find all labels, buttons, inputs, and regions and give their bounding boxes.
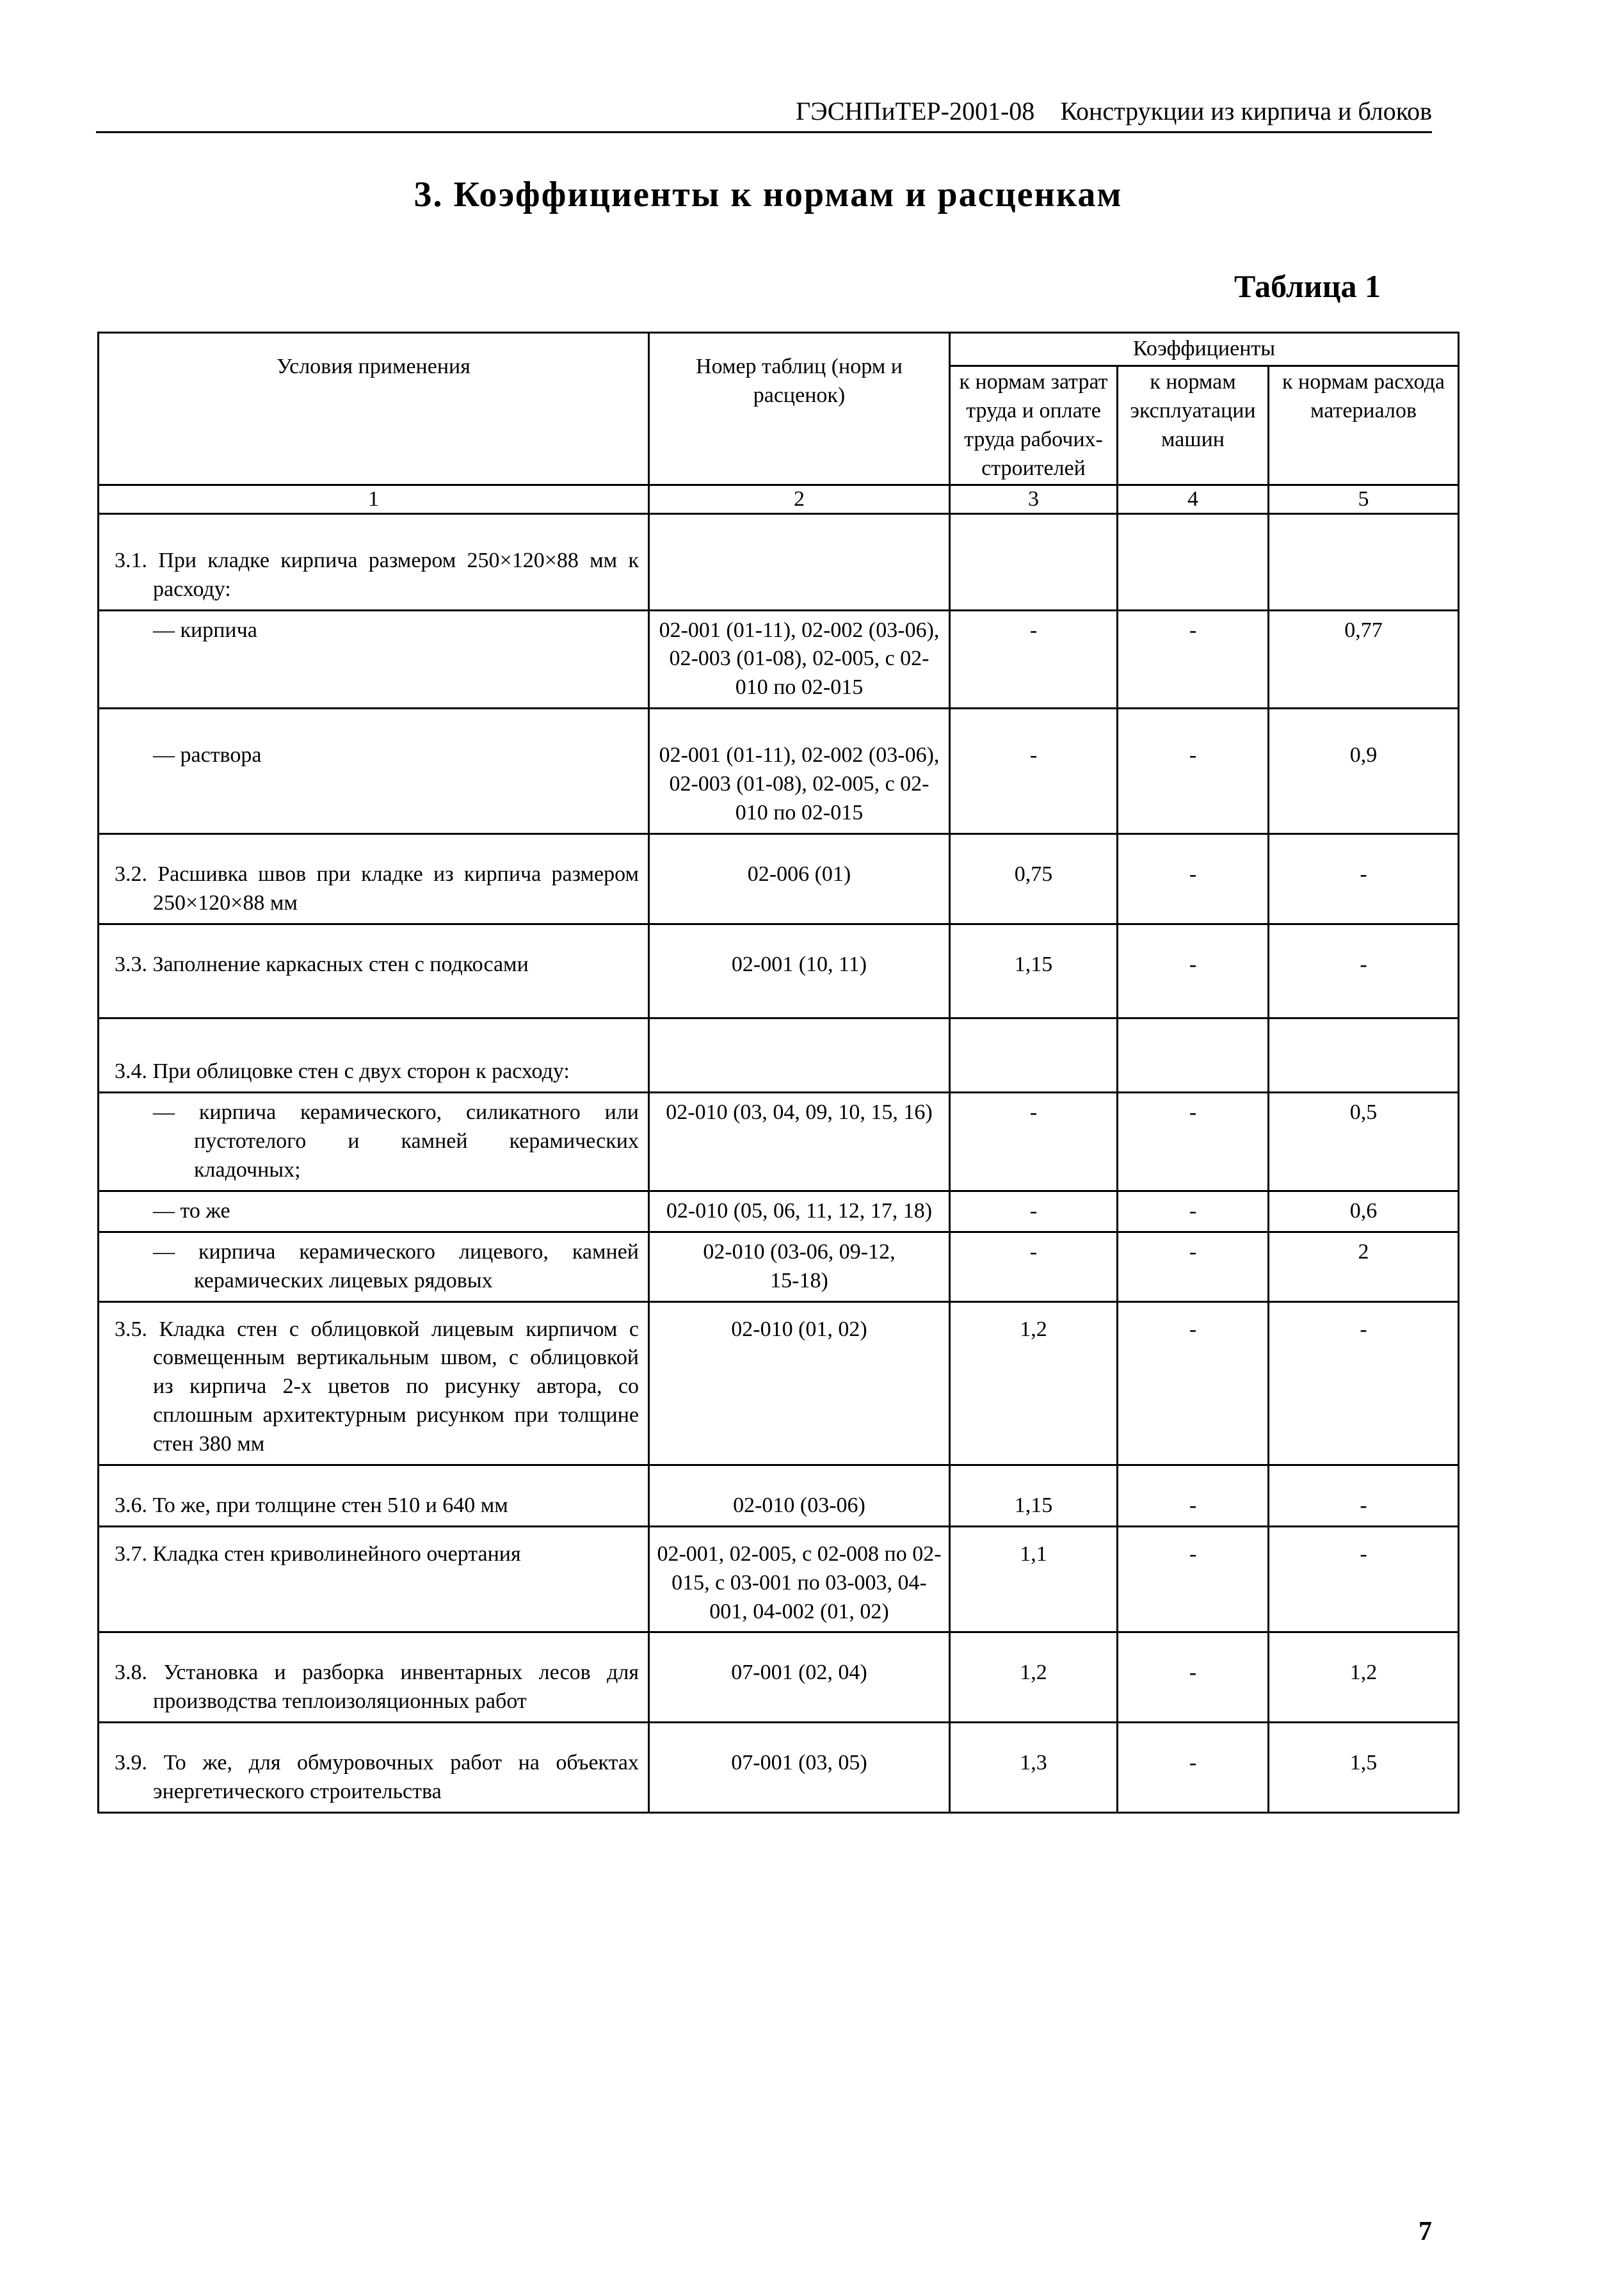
row-table-number: 02-010 (05, 06, 11, 12, 17, 18) — [649, 1191, 950, 1232]
row-table-number: 02-001, 02-005, с 02-008 по 02-015, с 03-001 по 03-003, 04-001, 04-002 (01, 02) — [649, 1526, 950, 1632]
row-table-number: 02-001 (01-11), 02-002 (03-06), 02-003 (01-08), 02-005, с 02-010 по 02-015 — [649, 610, 950, 709]
row-labor: 1,15 — [950, 1465, 1118, 1526]
row-condition: — кирпича — [99, 610, 649, 709]
row-table-number — [649, 513, 950, 610]
table-row — [99, 1632, 1459, 1723]
row-condition: — раствора — [99, 709, 649, 834]
column-number: 1 — [99, 485, 649, 513]
table-row — [99, 924, 1459, 1018]
row-condition: 3.6. То же, при толщине стен 510 и 640 мм — [99, 1465, 649, 1526]
row-materials: 1,2 — [1269, 1632, 1459, 1723]
row-labor: 1,2 — [950, 1632, 1118, 1723]
row-table-number: 02-010 (01, 02) — [649, 1301, 950, 1465]
page-number: 7 — [1419, 2217, 1432, 2246]
row-machines: - — [1118, 1301, 1269, 1465]
row-labor: - — [950, 1191, 1118, 1232]
header-materials: к нормам расхода материалов — [1269, 366, 1459, 485]
row-condition: 3.7. Кладка стен криволинейного очертания — [99, 1526, 649, 1632]
row-condition: 3.3. Заполнение каркасных стен с подкосами — [99, 924, 649, 1018]
row-table-number: 02-001 (10, 11) — [649, 924, 950, 1018]
row-machines: - — [1118, 1526, 1269, 1632]
row-labor — [950, 1018, 1118, 1093]
row-table-number: 02-006 (01) — [649, 833, 950, 924]
row-table-number: 02-001 (01-11), 02-002 (03-06), 02-003 (01-08), 02-005, с 02-010 по 02-015 — [649, 709, 950, 834]
row-machines: - — [1118, 1191, 1269, 1232]
column-number: 5 — [1269, 485, 1459, 513]
table-row — [99, 833, 1459, 924]
section-title: 3. Коэффициенты к нормам и расценкам — [414, 175, 1123, 214]
table-row — [99, 1191, 1459, 1232]
row-condition: 3.5. Кладка стен с облицовкой лицевым кирпичом с совмещенным вертикальным швом, с облицовкой из кирпича 2-х цветов по рисунку автора, со сплошным архитектурным рисунком при толщине стен 380 мм — [99, 1301, 649, 1465]
header-coefficients: Коэффициенты — [950, 333, 1459, 366]
row-materials: 0,5 — [1269, 1093, 1459, 1191]
table-row — [99, 513, 1459, 610]
table-row — [99, 610, 1459, 709]
table-row — [99, 1018, 1459, 1093]
row-materials: - — [1269, 924, 1459, 1018]
row-materials — [1269, 513, 1459, 610]
row-materials — [1269, 1018, 1459, 1093]
running-header — [96, 96, 1432, 133]
row-labor: 1,15 — [950, 924, 1118, 1018]
row-machines: - — [1118, 833, 1269, 924]
row-table-number: 07-001 (02, 04) — [649, 1632, 950, 1723]
row-condition: 3.8. Установка и разборка инвентарных лесов для производства теплоизоляционных работ — [99, 1632, 649, 1723]
row-machines — [1118, 513, 1269, 610]
row-materials: 0,6 — [1269, 1191, 1459, 1232]
row-table-number — [649, 1018, 950, 1093]
row-labor: - — [950, 1093, 1118, 1191]
table-row — [99, 1723, 1459, 1813]
row-table-number: 02-010 (03, 04, 09, 10, 15, 16) — [649, 1093, 950, 1191]
row-materials: - — [1269, 1526, 1459, 1632]
row-machines: - — [1118, 1465, 1269, 1526]
coefficients-table — [97, 332, 1459, 1814]
row-machines — [1118, 1018, 1269, 1093]
row-condition: — то же — [99, 1191, 649, 1232]
row-machines: - — [1118, 1232, 1269, 1301]
table-row — [99, 1232, 1459, 1301]
row-materials: 2 — [1269, 1232, 1459, 1301]
row-condition: 3.4. При облицовке стен с двух сторон к расходу: — [99, 1018, 649, 1093]
row-labor: 1,1 — [950, 1526, 1118, 1632]
row-table-number: 07-001 (03, 05) — [649, 1723, 950, 1813]
row-machines: - — [1118, 709, 1269, 834]
row-machines: - — [1118, 1632, 1269, 1723]
table-row — [99, 1526, 1459, 1632]
header-conditions: Условия применения — [99, 333, 649, 485]
row-condition: 3.9. То же, для обмуровочных работ на объектах энергетического строительства — [99, 1723, 649, 1813]
row-condition: 3.1. При кладке кирпича размером 250×120×88 мм к расходу: — [99, 513, 649, 610]
header-subject: Конструкции из кирпича и блоков — [1060, 97, 1432, 125]
row-materials: 0,77 — [1269, 610, 1459, 709]
column-number: 3 — [950, 485, 1118, 513]
row-table-number: 02-010 (03-06, 09-12, 15-18) — [649, 1232, 950, 1301]
header-table-number: Номер таблиц (норм и расценок) — [649, 333, 950, 485]
row-materials: - — [1269, 833, 1459, 924]
row-table-number: 02-010 (03-06) — [649, 1465, 950, 1526]
row-machines: - — [1118, 1093, 1269, 1191]
row-machines: - — [1118, 924, 1269, 1018]
table-row — [99, 709, 1459, 834]
row-materials: - — [1269, 1465, 1459, 1526]
row-labor — [950, 513, 1118, 610]
column-number: 2 — [649, 485, 950, 513]
row-machines: - — [1118, 1723, 1269, 1813]
row-labor: - — [950, 709, 1118, 834]
table-caption: Таблица 1 — [1234, 268, 1381, 304]
row-labor: - — [950, 610, 1118, 709]
header-labor: к нормам затрат труда и оплате труда рабочих-строителей — [950, 366, 1118, 485]
row-labor: 1,3 — [950, 1723, 1118, 1813]
row-labor: 0,75 — [950, 833, 1118, 924]
header-code: ГЭСНПиТЕР-2001-08 — [796, 97, 1035, 125]
row-labor: 1,2 — [950, 1301, 1118, 1465]
row-condition: — кирпича керамического, силикатного или пустотелого и камней керамических кладочных; — [99, 1093, 649, 1191]
row-condition: 3.2. Расшивка швов при кладке из кирпича размером 250×120×88 мм — [99, 833, 649, 924]
header-machines: к нормам эксплуатации машин — [1118, 366, 1269, 485]
row-labor: - — [950, 1232, 1118, 1301]
table-row — [99, 1301, 1459, 1465]
row-materials: - — [1269, 1301, 1459, 1465]
row-condition: — кирпича керамического лицевого, камней керамических лицевых рядовых — [99, 1232, 649, 1301]
table-row — [99, 1093, 1459, 1191]
row-materials: 0,9 — [1269, 709, 1459, 834]
row-materials: 1,5 — [1269, 1723, 1459, 1813]
column-number: 4 — [1118, 485, 1269, 513]
row-machines: - — [1118, 610, 1269, 709]
table-row — [99, 1465, 1459, 1526]
